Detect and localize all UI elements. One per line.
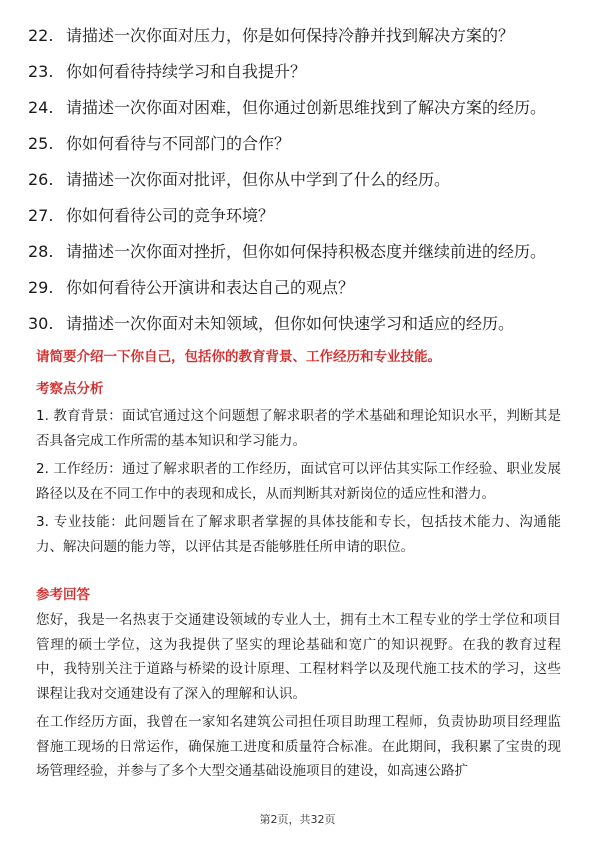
- question-text: 请描述一次你面对压力，你是如何保持冷静并找到解决方案的？: [66, 26, 515, 45]
- question-number: 28.: [28, 242, 54, 261]
- answer-section: [36, 584, 561, 784]
- analysis-point: 3. 专业技能：此问题旨在了解求职者掌握的具体技能和专长，包括技术能力、沟通能力、解决问题的能力等，以评估其是否能够胜任所申请的职位。: [36, 514, 561, 555]
- highlight-question-section: [36, 346, 561, 368]
- question-list: [28, 22, 568, 346]
- answer-paragraph: 在工作经历方面，我曾在一家知名建筑公司担任项目助理工程师，负责协助项目经理监督施工现场的日常运作，确保施工进度和质量符合标准。在此期间，我积累了宝贵的现场管理经验，并参与了多个大型交通基础设施项目的建设，如高速公路扩: [36, 714, 561, 779]
- analysis-point: 1. 教育背景：面试官通过这个问题想了解求职者的学术基础和理论知识水平，判断其是否具备完成工作所需的基本知识和学习能力。: [36, 408, 561, 449]
- question-item: [28, 22, 568, 49]
- highlight-question: 请简要介绍一下你自己，包括你的教育背景、工作经历和专业技能。: [36, 349, 441, 365]
- question-item: [28, 238, 568, 265]
- analysis-title: 考察点分析: [36, 381, 104, 397]
- question-number: 25.: [28, 134, 54, 153]
- answer-title: 参考回答: [36, 587, 90, 603]
- page-footer: 第2页，共32页: [259, 813, 336, 826]
- question-text: 你如何看待持续学习和自我提升？: [66, 62, 307, 81]
- question-number: 23.: [28, 62, 54, 81]
- question-number: 26.: [28, 170, 54, 189]
- analysis-section: [36, 378, 561, 559]
- question-number: 24.: [28, 98, 54, 117]
- question-text: 请描述一次你面对困难，但你通过创新思维找到了解决方案的经历。: [66, 98, 547, 117]
- analysis-point: 2. 工作经历：通过了解求职者的工作经历，面试官可以评估其实际工作经验、职业发展路径以及在不同工作中的表现和成长，从而判断其对新岗位的适应性和潜力。: [36, 461, 561, 502]
- question-number: 27.: [28, 206, 54, 225]
- question-text: 请描述一次你面对未知领域，但你如何快速学习和适应的经历。: [66, 314, 515, 333]
- question-number: 29.: [28, 278, 54, 297]
- question-number: 22.: [28, 26, 54, 45]
- question-item: [28, 94, 568, 121]
- question-item: [28, 310, 568, 337]
- question-text: 你如何看待公开演讲和表达自己的观点？: [66, 278, 355, 297]
- question-item: [28, 58, 568, 85]
- question-item: [28, 274, 568, 301]
- question-text: 请描述一次你面对挫折，但你如何保持积极态度并继续前进的经历。: [66, 242, 547, 261]
- question-number: 30.: [28, 314, 54, 333]
- question-text: 你如何看待与不同部门的合作？: [66, 134, 291, 153]
- question-item: [28, 166, 568, 193]
- question-text: 请描述一次你面对批评，但你从中学到了什么的经历。: [66, 170, 451, 189]
- answer-paragraph: 您好，我是一名热衷于交通建设领域的专业人士，拥有土木工程专业的学士学位和项目管理的硕士学位，这为我提供了坚实的理论基础和宽广的知识视野。在我的教育过程中，我特别关注于道路与桥梁的设计原理、工程材料学以及现代施工技术的学习，这些课程让我对交通建设有了深入的理解和认识。: [36, 612, 561, 702]
- question-item: [28, 202, 568, 229]
- question-item: [28, 130, 568, 157]
- question-text: 你如何看待公司的竞争环境？: [66, 206, 275, 225]
